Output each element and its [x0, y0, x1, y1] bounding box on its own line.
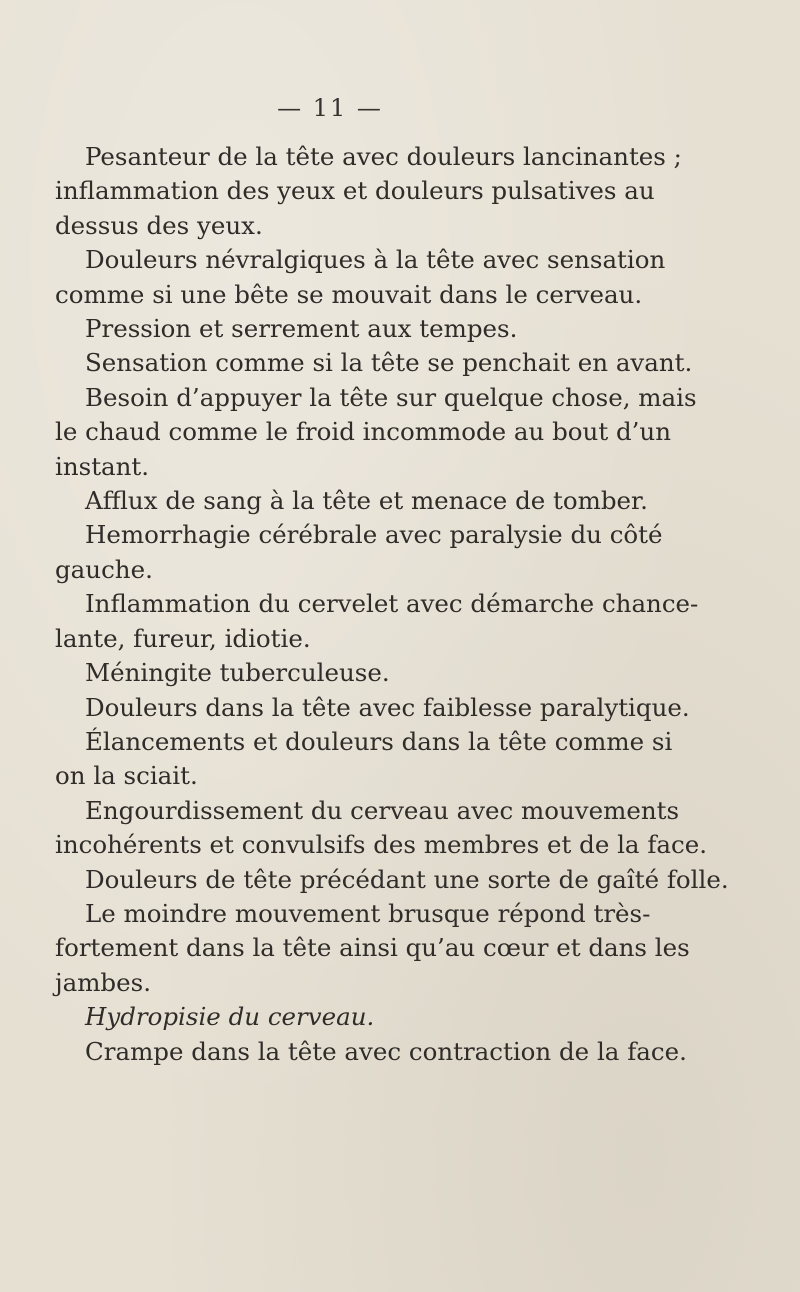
text-line: Afflux de sang à la tête et menace de tomber. — [85, 486, 648, 516]
text-line: Pression et serrement aux tempes. — [85, 314, 518, 344]
text-line: instant. — [55, 451, 150, 481]
text-line: comme si une bête se mouvait dans le cerveau. — [55, 279, 643, 309]
text-line: le chaud comme le froid incommode au bout d’un — [55, 417, 671, 447]
text-line: Inflammation du cervelet avec démarche chance- — [85, 589, 699, 619]
text-line: on la sciait. — [55, 761, 198, 791]
text-line: inflammation des yeux et douleurs pulsatives au — [55, 176, 655, 206]
text-line: lante, fureur, idiotie. — [55, 623, 311, 653]
text-line: Crampe dans la tête avec contraction de la face. — [85, 1036, 687, 1066]
text-line: incohérents et convulsifs des membres et de la face. — [55, 830, 708, 860]
text-line: Engourdissement du cerveau avec mouvements — [85, 795, 680, 825]
text-line: Sensation comme si la tête se penchait en avant. — [85, 348, 693, 378]
text-line: Douleurs névralgiques à la tête avec sensation — [85, 245, 666, 275]
page-body-text — [55, 140, 729, 1069]
text-line: Douleurs de tête précédant une sorte de gaîté folle. — [85, 864, 729, 894]
page-number: — 11 — — [277, 94, 383, 122]
text-line: gauche. — [55, 554, 153, 584]
text-line: Méningite tuberculeuse. — [85, 658, 390, 688]
text-line: Le moindre mouvement brusque répond très- — [85, 898, 651, 928]
text-line: Douleurs dans la tête avec faiblesse paralytique. — [85, 692, 690, 722]
text-line: Hemorrhagie cérébrale avec paralysie du côté — [85, 520, 663, 550]
text-line: Élancements et douleurs dans la tête comme si — [85, 726, 673, 756]
text-line: dessus des yeux. — [55, 210, 263, 240]
text-line: Pesanteur de la tête avec douleurs lancinantes ; — [85, 142, 682, 171]
text-line: jambes. — [55, 967, 151, 997]
text-line: Besoin d’appuyer la tête sur quelque chose, mais — [85, 382, 697, 412]
text-line: fortement dans la tête ainsi qu’au cœur et dans les — [55, 933, 690, 963]
section-heading-italic: Hydropisie du cerveau. — [85, 1002, 375, 1032]
